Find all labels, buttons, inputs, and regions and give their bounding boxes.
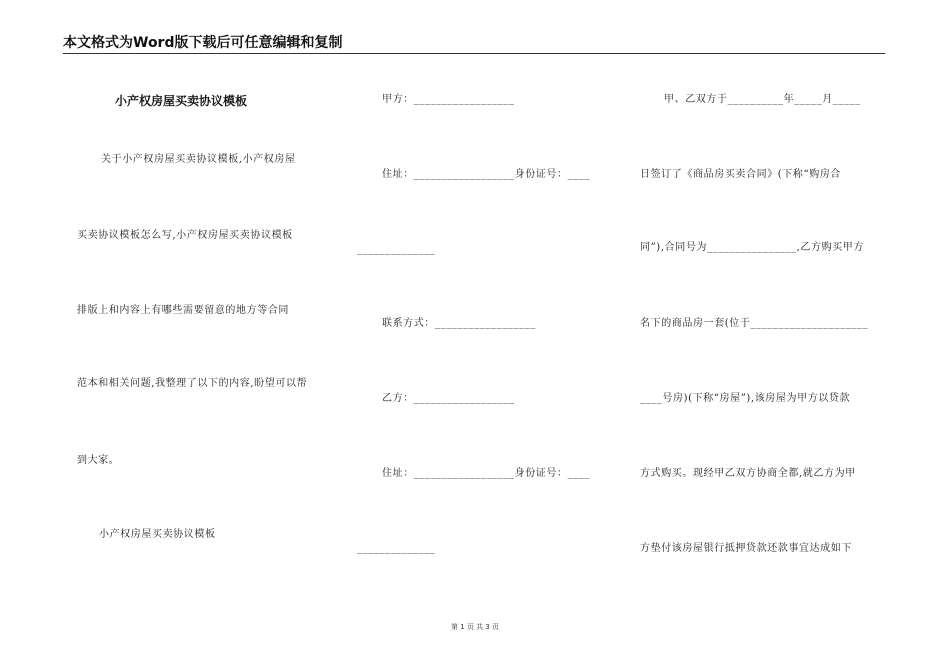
paragraph-line: 甲、乙双方于__________年_____月_____ [664, 94, 861, 105]
party-a-line: 甲方：__________________ [382, 94, 515, 105]
party-a-id-continuation: ______________ [357, 244, 436, 255]
page-header-title: 本文格式为Word版下载后可任意编辑和复制 [63, 35, 343, 51]
paragraph-line: 方垫付该房屋银行抵押贷款还款事宜达成如下 [640, 543, 852, 554]
paragraph-line: 同”),合同号为________________,乙方购买甲方 [640, 242, 864, 253]
column-left [77, 0, 332, 672]
paragraph-line: 关于小产权房屋买卖协议模板,小产权房屋 [101, 154, 296, 165]
paragraph-line: 名下的商品房一套(位于_____________________ [640, 318, 869, 329]
paragraph-line: ____号房)(下称“房屋”),该房屋为甲方以贷款 [640, 393, 851, 404]
column-middle [355, 0, 615, 672]
paragraph-line: 排版上和内容上有哪些需要留意的地方等合同 [77, 305, 289, 316]
party-b-line: 乙方：__________________ [382, 393, 515, 404]
document-title: 小产权房屋买卖协议模板 [115, 94, 248, 108]
party-a-contact-line: 联系方式：__________________ [382, 318, 536, 329]
paragraph-line: 范本和相关问题,我整理了以下的内容,盼望可以帮 [77, 378, 308, 389]
page-number: 第 1 页 共 3 页 [450, 623, 500, 631]
party-a-address-line: 住址：__________________身份证号：____ [382, 169, 590, 180]
party-b-id-continuation: ______________ [357, 543, 436, 554]
party-b-address-line: 住址：__________________身份证号：____ [382, 468, 590, 479]
section-heading: 小产权房屋买卖协议模板 [99, 529, 216, 540]
paragraph-line: 到大家。 [77, 455, 120, 466]
paragraph-line: 日签订了《商品房买卖合同》(下称“购房合 [640, 169, 842, 180]
paragraph-line: 方式购买。现经甲乙双方协商全都,就乙方为甲 [640, 468, 856, 479]
paragraph-line: 买卖协议模板怎么写,小产权房屋买卖协议模板 [77, 230, 293, 241]
column-right [638, 0, 888, 672]
